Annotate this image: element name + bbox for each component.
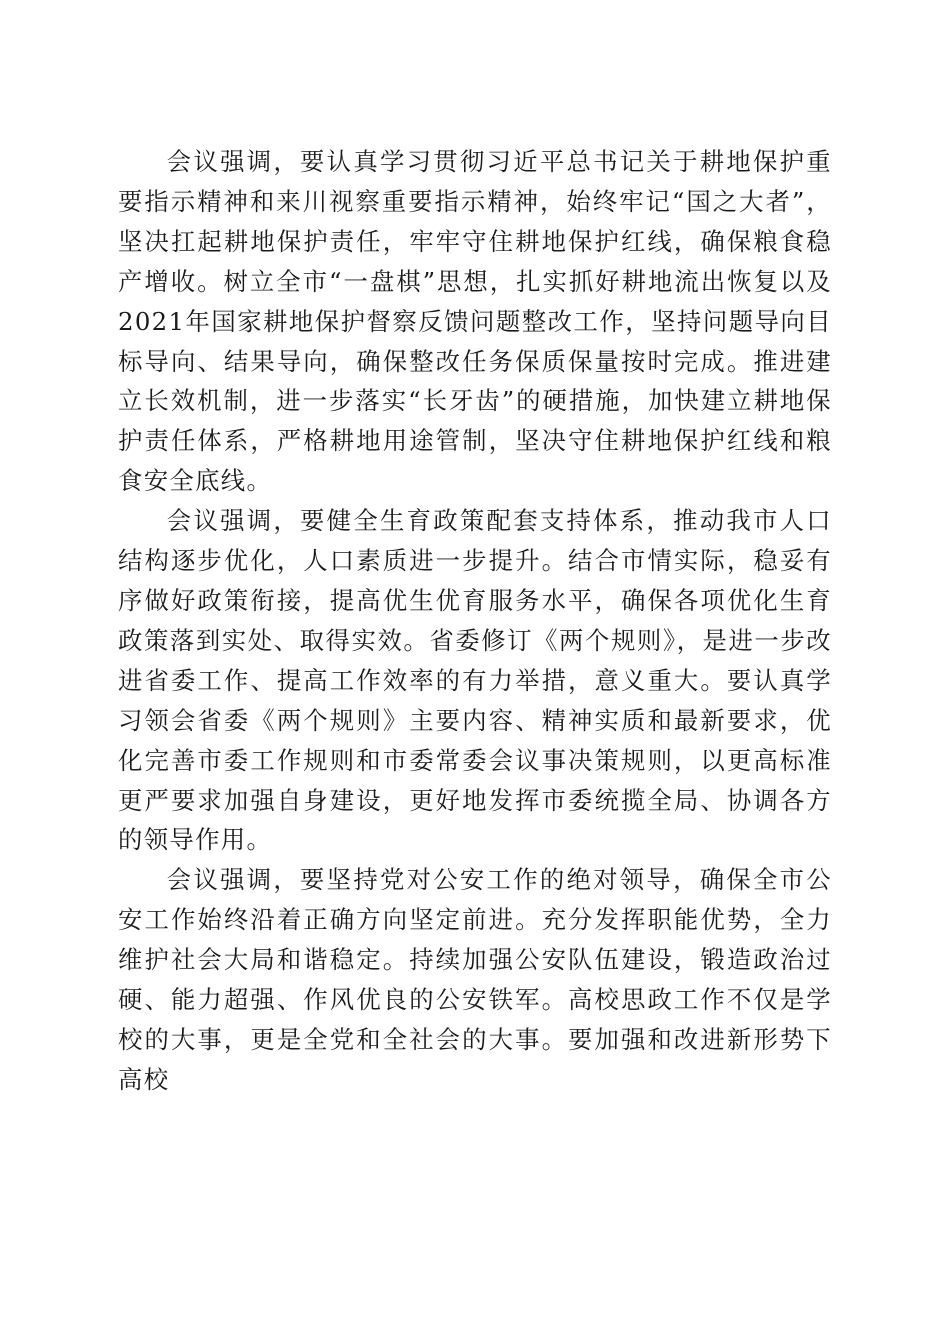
- paragraph-farmland-protection: 会议强调，要认真学习贯彻习近平总书记关于耕地保护重要指示精神和来川视察重要指示精神，始终牢记“国之大者”，坚决扛起耕地保护责任，牢牢守住耕地保护红线，确保粮食稳产增收。树立全市“一盘棋”思想，扎实抓好耕地流出恢复以及2021年国家耕地保护督察反馈问题整改工作，坚持问题导向目标导向、结果导向，确保整改任务保质保量按时完成。推进建立长效机制，进一步落实“长牙齿”的硬措施，加快建立耕地保护责任体系，严格耕地用途管制，坚决守住耕地保护红线和粮食安全底线。: [118, 147, 832, 496]
- paragraph-birth-policy: 会议强调，要健全生育政策配套支持体系，推动我市人口结构逐步优化，人口素质进一步提升。结合市情实际，稳妥有序做好政策衔接，提高优生优育服务水平，确保各项优化生育政策落到实处、取得实效。省委修订《两个规则》，是进一步改进省委工作、提高工作效率的有力举措，意义重大。要认真学习领会省委《两个规则》主要内容、精神实质和最新要求，优化完善市委工作规则和市委常委会议事决策规则，以更高标准更严要求加强自身建设，更好地发挥市委统揽全局、协调各方的领导作用。: [118, 506, 832, 855]
- paragraph-public-security: 会议强调，要坚持党对公安工作的绝对领导，确保全市公安工作始终沿着正确方向坚定前进。充分发挥职能优势，全力维护社会大局和谐稳定。持续加强公安队伍建设，锻造政治过硬、能力超强、作风优良的公安铁军。高校思政工作不仅是学校的大事，更是全党和全社会的大事。要加强和改进新形势下高校: [118, 865, 832, 1094]
- document-body: [118, 142, 832, 1100]
